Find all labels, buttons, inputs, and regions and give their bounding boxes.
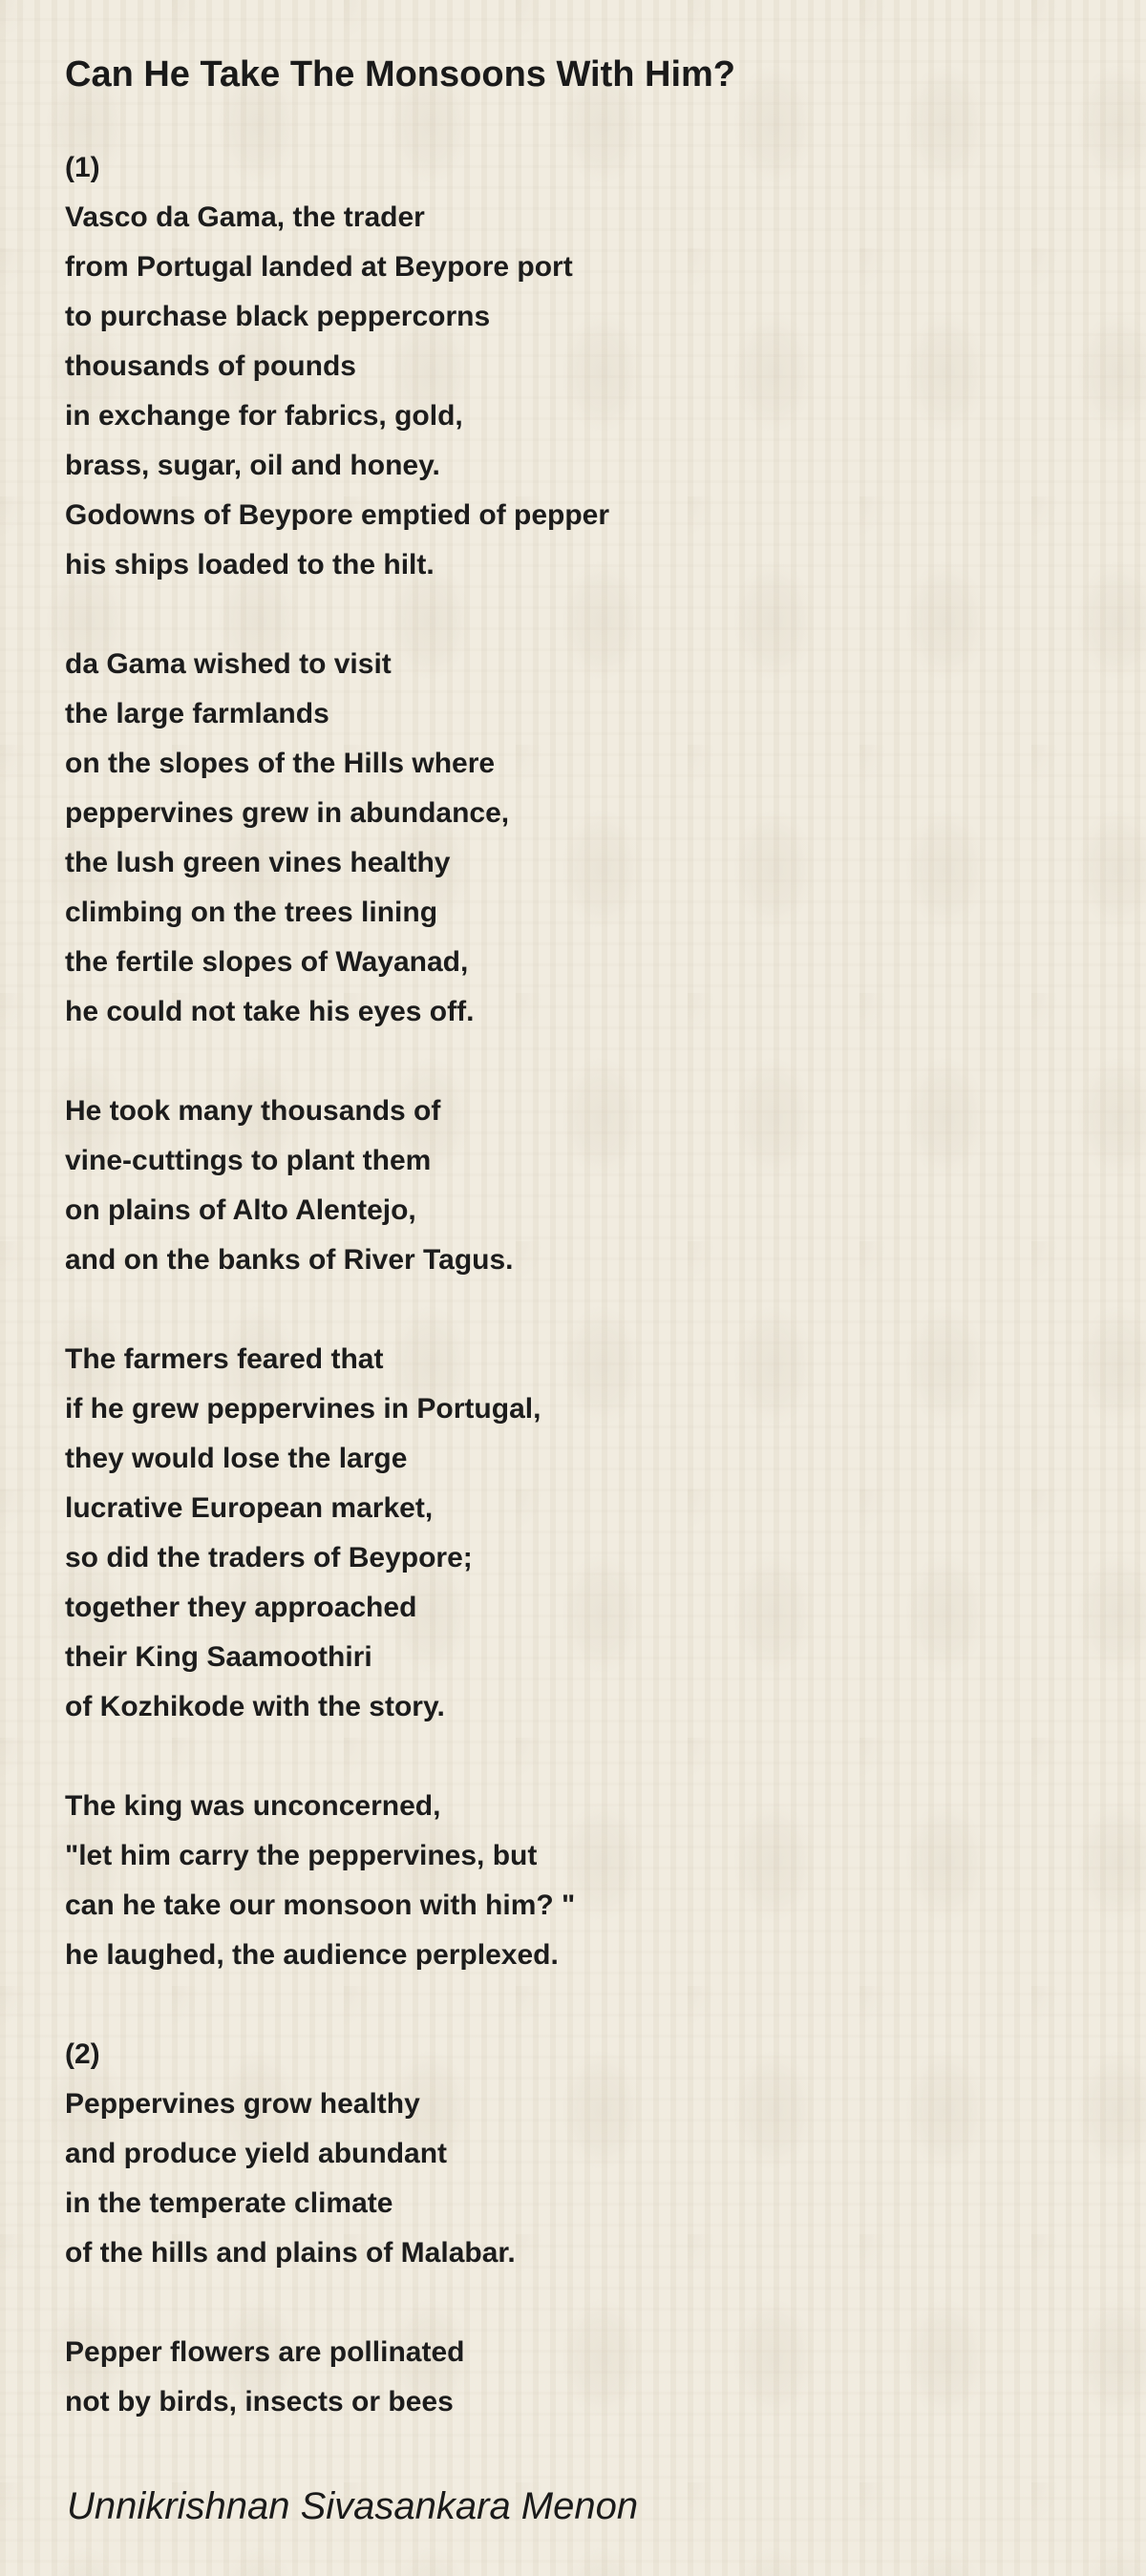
poem-line: The farmers feared that [65, 1343, 384, 1375]
poem-line: not by birds, insects or bees [65, 2386, 454, 2418]
poem-line: their King Saamoothiri [65, 1641, 372, 1673]
poem-author: Unnikrishnan Sivasankara Menon [67, 2485, 639, 2527]
poem-line: peppervines grew in abundance, [65, 797, 510, 829]
poem-line: can he take our monsoon with him? " [65, 1890, 576, 1921]
poem-line: on the slopes of the Hills where [65, 748, 496, 779]
poem-line: brass, sugar, oil and honey. [65, 450, 440, 481]
poem-line: the fertile slopes of Wayanad, [65, 946, 469, 978]
poem-line: Peppervines grow healthy [65, 2088, 420, 2120]
stanza-1 [65, 143, 1077, 590]
poem-line: of Kozhikode with the story. [65, 1691, 445, 1722]
poem-line: on plains of Alto Alentejo, [65, 1194, 416, 1226]
poem-title: Can He Take The Monsoons With Him? [65, 54, 735, 95]
poem-line: so did the traders of Beypore; [65, 1542, 473, 1573]
poem-line: they would lose the large [65, 1443, 408, 1474]
poem-line: in the temperate climate [65, 2187, 393, 2219]
poem-line: and on the banks of River Tagus. [65, 1244, 514, 1276]
poem-line: "let him carry the peppervines, but [65, 1840, 538, 1871]
poem-line: Vasco da Gama, the trader [65, 201, 425, 233]
poem-line: da Gama wished to visit [65, 648, 392, 680]
poem-line: Godowns of Beypore emptied of pepper [65, 499, 610, 531]
poem-body [65, 143, 1077, 2477]
stanza-2 [65, 640, 1077, 1037]
poem-line: thousands of pounds [65, 350, 356, 382]
poem-line: and produce yield abundant [65, 2138, 448, 2169]
poem-line: from Portugal landed at Beypore port [65, 251, 573, 283]
poem-line: in exchange for fabrics, gold, [65, 400, 463, 432]
poem-line: lucrative European market, [65, 1492, 434, 1524]
poem-line: to purchase black peppercorns [65, 301, 491, 332]
poem-line: he could not take his eyes off. [65, 996, 475, 1027]
poem-line: (1) [65, 152, 100, 183]
poem-line: together they approached [65, 1592, 417, 1623]
poem-line: The king was unconcerned, [65, 1790, 441, 1822]
poem-line: he laughed, the audience perplexed. [65, 1939, 559, 1971]
poem-line: the lush green vines healthy [65, 847, 451, 878]
poem-line: He took many thousands of [65, 1095, 441, 1127]
poem-line: climbing on the trees lining [65, 897, 438, 928]
poem-line: the large farmlands [65, 698, 329, 729]
poem-line: of the hills and plains of Malabar. [65, 2237, 516, 2269]
stanza-6 [65, 2030, 1077, 2278]
stanza-7 [65, 2328, 1077, 2427]
stanza-4 [65, 1335, 1077, 1732]
poem-line: Pepper flowers are pollinated [65, 2336, 465, 2368]
poem-line: vine-cuttings to plant them [65, 1145, 432, 1176]
stanza-3 [65, 1087, 1077, 1285]
poem-line: if he grew peppervines in Portugal, [65, 1393, 541, 1425]
poem-line: his ships loaded to the hilt. [65, 549, 435, 581]
poem-line: (2) [65, 2038, 100, 2070]
stanza-5 [65, 1782, 1077, 1980]
